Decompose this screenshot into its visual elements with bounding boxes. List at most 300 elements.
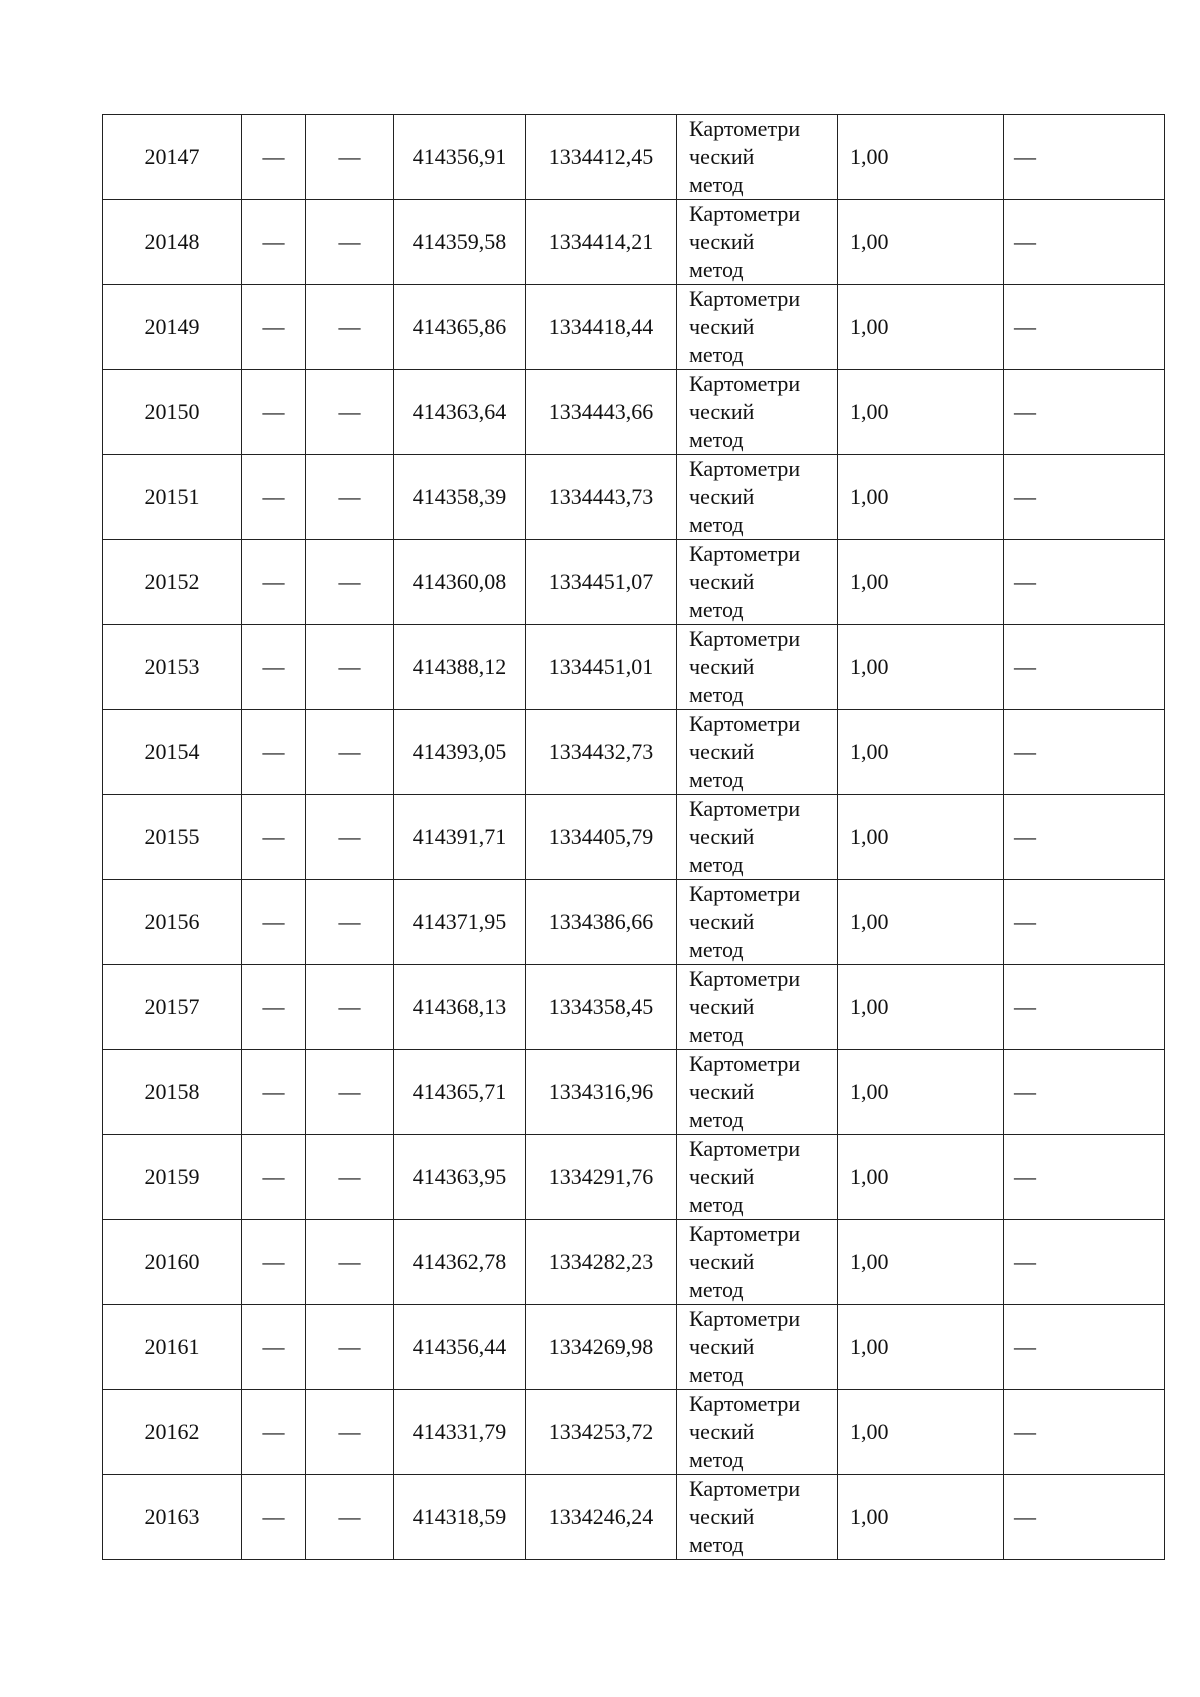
y-coordinate-cell bbox=[526, 1475, 677, 1560]
method-text-line: ческий bbox=[689, 314, 755, 339]
x-coordinate-text: 414356,91 bbox=[412, 144, 507, 169]
point-number-cell bbox=[103, 1390, 242, 1475]
method-text-line: метод bbox=[689, 1107, 744, 1132]
method-text-line: ческий bbox=[689, 1079, 755, 1104]
empty-dash-cell bbox=[242, 200, 306, 285]
empty-dash-text: — bbox=[262, 1334, 285, 1359]
y-coordinate-text: 1334269,98 bbox=[548, 1334, 654, 1359]
y-coordinate-cell bbox=[526, 285, 677, 370]
method-cell bbox=[677, 880, 838, 965]
table-row bbox=[103, 710, 1165, 795]
point-number-text: 20153 bbox=[144, 654, 200, 679]
accuracy-cell bbox=[838, 370, 1004, 455]
method-text-line: Картометри bbox=[689, 881, 801, 906]
accuracy-text: 1,00 bbox=[850, 994, 889, 1019]
method-text-line: Картометри bbox=[689, 116, 801, 141]
description-text: — bbox=[1014, 994, 1036, 1019]
point-number-text: 20162 bbox=[144, 1419, 200, 1444]
point-number-cell bbox=[103, 1305, 242, 1390]
description-text: — bbox=[1014, 484, 1036, 509]
method-cell bbox=[677, 710, 838, 795]
empty-dash-cell bbox=[242, 710, 306, 795]
y-coordinate-text: 1334418,44 bbox=[548, 314, 654, 339]
point-number-text: 20159 bbox=[144, 1164, 200, 1189]
empty-dash-text: — bbox=[338, 654, 361, 679]
y-coordinate-text: 1334412,45 bbox=[548, 144, 654, 169]
empty-dash-cell bbox=[306, 1135, 394, 1220]
method-cell bbox=[677, 625, 838, 710]
description-text: — bbox=[1014, 1419, 1036, 1444]
x-coordinate-text: 414365,71 bbox=[412, 1079, 507, 1104]
method-cell bbox=[677, 1390, 838, 1475]
accuracy-text: 1,00 bbox=[850, 399, 889, 424]
x-coordinate-cell bbox=[394, 625, 526, 710]
x-coordinate-text: 414363,95 bbox=[412, 1164, 507, 1189]
description-text: — bbox=[1014, 1504, 1036, 1529]
y-coordinate-cell bbox=[526, 1220, 677, 1305]
x-coordinate-text: 414360,08 bbox=[412, 569, 507, 594]
accuracy-text: 1,00 bbox=[850, 314, 889, 339]
method-text-line: Картометри bbox=[689, 966, 801, 991]
empty-dash-cell bbox=[306, 455, 394, 540]
y-coordinate-cell bbox=[526, 115, 677, 200]
point-number-text: 20148 bbox=[144, 229, 200, 254]
table-row bbox=[103, 1135, 1165, 1220]
empty-dash-text: — bbox=[262, 994, 285, 1019]
table-row bbox=[103, 370, 1165, 455]
point-number-cell bbox=[103, 710, 242, 795]
y-coordinate-text: 1334316,96 bbox=[548, 1079, 654, 1104]
empty-dash-cell bbox=[242, 285, 306, 370]
accuracy-text: 1,00 bbox=[850, 484, 889, 509]
accuracy-cell bbox=[838, 1475, 1004, 1560]
method-text-line: Картометри bbox=[689, 711, 801, 736]
empty-dash-text: — bbox=[262, 824, 285, 849]
x-coordinate-cell bbox=[394, 1220, 526, 1305]
empty-dash-text: — bbox=[262, 739, 285, 764]
x-coordinate-cell bbox=[394, 370, 526, 455]
y-coordinate-cell bbox=[526, 200, 677, 285]
table-row bbox=[103, 115, 1165, 200]
accuracy-text: 1,00 bbox=[850, 229, 889, 254]
method-text-line: метод bbox=[689, 767, 744, 792]
x-coordinate-cell bbox=[394, 1475, 526, 1560]
method-text-line: Картометри bbox=[689, 1391, 801, 1416]
method-text-line: Картометри bbox=[689, 541, 801, 566]
x-coordinate-text: 414368,13 bbox=[412, 994, 507, 1019]
empty-dash-cell bbox=[306, 285, 394, 370]
description-text: — bbox=[1014, 1164, 1036, 1189]
method-text-line: метод bbox=[689, 852, 744, 877]
y-coordinate-text: 1334246,24 bbox=[548, 1504, 654, 1529]
empty-dash-cell bbox=[306, 115, 394, 200]
y-coordinate-cell bbox=[526, 1390, 677, 1475]
accuracy-text: 1,00 bbox=[850, 909, 889, 934]
empty-dash-text: — bbox=[338, 824, 361, 849]
empty-dash-text: — bbox=[338, 739, 361, 764]
point-number-text: 20163 bbox=[144, 1504, 200, 1529]
description-text: — bbox=[1014, 1079, 1036, 1104]
point-number-cell bbox=[103, 1050, 242, 1135]
accuracy-cell bbox=[838, 965, 1004, 1050]
accuracy-text: 1,00 bbox=[850, 654, 889, 679]
description-cell bbox=[1004, 455, 1165, 540]
x-coordinate-text: 414363,64 bbox=[412, 399, 507, 424]
method-text-line: метод bbox=[689, 172, 744, 197]
empty-dash-cell bbox=[306, 880, 394, 965]
accuracy-text: 1,00 bbox=[850, 824, 889, 849]
method-cell bbox=[677, 795, 838, 880]
table-row bbox=[103, 1050, 1165, 1135]
table-row bbox=[103, 625, 1165, 710]
method-text-line: ческий bbox=[689, 1504, 755, 1529]
method-cell bbox=[677, 455, 838, 540]
empty-dash-text: — bbox=[338, 1249, 361, 1274]
empty-dash-cell bbox=[242, 1050, 306, 1135]
empty-dash-text: — bbox=[338, 229, 361, 254]
table-row bbox=[103, 1475, 1165, 1560]
description-cell bbox=[1004, 285, 1165, 370]
method-text-line: ческий bbox=[689, 399, 755, 424]
method-text-line: ческий bbox=[689, 1334, 755, 1359]
empty-dash-text: — bbox=[262, 1079, 285, 1104]
y-coordinate-text: 1334282,23 bbox=[548, 1249, 654, 1274]
method-cell bbox=[677, 1305, 838, 1390]
description-text: — bbox=[1014, 739, 1036, 764]
y-coordinate-text: 1334451,01 bbox=[548, 654, 654, 679]
method-text-line: ческий bbox=[689, 229, 755, 254]
point-number-cell bbox=[103, 625, 242, 710]
empty-dash-text: — bbox=[262, 1419, 285, 1444]
method-text-line: ческий bbox=[689, 1249, 755, 1274]
accuracy-text: 1,00 bbox=[850, 144, 889, 169]
method-text-line: Картометри bbox=[689, 796, 801, 821]
table-row bbox=[103, 200, 1165, 285]
accuracy-cell bbox=[838, 1220, 1004, 1305]
description-cell bbox=[1004, 625, 1165, 710]
table-row bbox=[103, 455, 1165, 540]
description-cell bbox=[1004, 1475, 1165, 1560]
y-coordinate-text: 1334451,07 bbox=[548, 569, 654, 594]
accuracy-text: 1,00 bbox=[850, 569, 889, 594]
y-coordinate-text: 1334386,66 bbox=[548, 909, 654, 934]
empty-dash-text: — bbox=[338, 1334, 361, 1359]
y-coordinate-cell bbox=[526, 795, 677, 880]
empty-dash-cell bbox=[242, 625, 306, 710]
y-coordinate-cell bbox=[526, 370, 677, 455]
empty-dash-text: — bbox=[338, 569, 361, 594]
empty-dash-cell bbox=[242, 115, 306, 200]
method-cell bbox=[677, 540, 838, 625]
empty-dash-text: — bbox=[262, 399, 285, 424]
method-cell bbox=[677, 285, 838, 370]
accuracy-text: 1,00 bbox=[850, 1419, 889, 1444]
description-text: — bbox=[1014, 654, 1036, 679]
empty-dash-cell bbox=[306, 1050, 394, 1135]
table-row bbox=[103, 540, 1165, 625]
empty-dash-cell bbox=[242, 965, 306, 1050]
method-text-line: метод bbox=[689, 1022, 744, 1047]
method-cell bbox=[677, 965, 838, 1050]
point-number-text: 20152 bbox=[144, 569, 200, 594]
empty-dash-text: — bbox=[262, 1249, 285, 1274]
x-coordinate-cell bbox=[394, 1135, 526, 1220]
point-number-cell bbox=[103, 1135, 242, 1220]
method-text-line: метод bbox=[689, 1277, 744, 1302]
empty-dash-cell bbox=[306, 1305, 394, 1390]
description-cell bbox=[1004, 540, 1165, 625]
description-cell bbox=[1004, 200, 1165, 285]
point-number-cell bbox=[103, 285, 242, 370]
x-coordinate-cell bbox=[394, 1305, 526, 1390]
empty-dash-text: — bbox=[262, 909, 285, 934]
empty-dash-cell bbox=[306, 200, 394, 285]
method-text-line: Картометри bbox=[689, 1306, 801, 1331]
method-text-line: метод bbox=[689, 1192, 744, 1217]
y-coordinate-text: 1334291,76 bbox=[548, 1164, 654, 1189]
description-cell bbox=[1004, 795, 1165, 880]
method-text-line: ческий bbox=[689, 824, 755, 849]
empty-dash-cell bbox=[306, 1390, 394, 1475]
x-coordinate-text: 414359,58 bbox=[412, 229, 507, 254]
empty-dash-cell bbox=[242, 1390, 306, 1475]
empty-dash-text: — bbox=[338, 1504, 361, 1529]
point-number-cell bbox=[103, 965, 242, 1050]
x-coordinate-text: 414358,39 bbox=[412, 484, 507, 509]
accuracy-cell bbox=[838, 795, 1004, 880]
method-text-line: Картометри bbox=[689, 1136, 801, 1161]
method-text-line: метод bbox=[689, 257, 744, 282]
x-coordinate-cell bbox=[394, 455, 526, 540]
description-cell bbox=[1004, 1050, 1165, 1135]
empty-dash-cell bbox=[306, 710, 394, 795]
method-text-line: метод bbox=[689, 682, 744, 707]
empty-dash-cell bbox=[306, 1220, 394, 1305]
y-coordinate-text: 1334358,45 bbox=[548, 994, 654, 1019]
point-number-text: 20155 bbox=[144, 824, 200, 849]
empty-dash-text: — bbox=[262, 1504, 285, 1529]
accuracy-cell bbox=[838, 1050, 1004, 1135]
empty-dash-cell bbox=[242, 455, 306, 540]
point-number-text: 20147 bbox=[144, 144, 200, 169]
x-coordinate-text: 414391,71 bbox=[412, 824, 507, 849]
x-coordinate-text: 414393,05 bbox=[412, 739, 507, 764]
method-text-line: Картометри bbox=[689, 371, 801, 396]
method-text-line: Картометри bbox=[689, 1051, 801, 1076]
table-body bbox=[103, 115, 1165, 1560]
empty-dash-text: — bbox=[338, 314, 361, 339]
method-cell bbox=[677, 200, 838, 285]
empty-dash-cell bbox=[306, 795, 394, 880]
x-coordinate-text: 414371,95 bbox=[412, 909, 507, 934]
empty-dash-text: — bbox=[262, 144, 285, 169]
point-number-cell bbox=[103, 795, 242, 880]
empty-dash-text: — bbox=[338, 1079, 361, 1104]
x-coordinate-text: 414318,59 bbox=[412, 1504, 507, 1529]
method-text-line: метод bbox=[689, 512, 744, 537]
method-cell bbox=[677, 370, 838, 455]
method-text-line: ческий bbox=[689, 654, 755, 679]
y-coordinate-cell bbox=[526, 880, 677, 965]
description-cell bbox=[1004, 710, 1165, 795]
accuracy-cell bbox=[838, 710, 1004, 795]
x-coordinate-cell bbox=[394, 285, 526, 370]
y-coordinate-cell bbox=[526, 455, 677, 540]
x-coordinate-cell bbox=[394, 965, 526, 1050]
point-number-text: 20156 bbox=[144, 909, 200, 934]
point-number-cell bbox=[103, 200, 242, 285]
x-coordinate-cell bbox=[394, 795, 526, 880]
empty-dash-text: — bbox=[338, 399, 361, 424]
empty-dash-cell bbox=[306, 370, 394, 455]
method-text-line: ческий bbox=[689, 909, 755, 934]
method-cell bbox=[677, 1475, 838, 1560]
empty-dash-cell bbox=[242, 1475, 306, 1560]
accuracy-cell bbox=[838, 1305, 1004, 1390]
method-text-line: ческий bbox=[689, 144, 755, 169]
y-coordinate-cell bbox=[526, 1135, 677, 1220]
x-coordinate-text: 414331,79 bbox=[412, 1419, 507, 1444]
method-text-line: Картометри bbox=[689, 1221, 801, 1246]
empty-dash-cell bbox=[242, 370, 306, 455]
empty-dash-text: — bbox=[262, 484, 285, 509]
accuracy-text: 1,00 bbox=[850, 739, 889, 764]
description-cell bbox=[1004, 1220, 1165, 1305]
method-text-line: метод bbox=[689, 1362, 744, 1387]
point-number-cell bbox=[103, 455, 242, 540]
description-cell bbox=[1004, 370, 1165, 455]
empty-dash-text: — bbox=[338, 484, 361, 509]
empty-dash-text: — bbox=[262, 569, 285, 594]
point-number-cell bbox=[103, 540, 242, 625]
method-text-line: метод bbox=[689, 1447, 744, 1472]
description-text: — bbox=[1014, 1334, 1036, 1359]
empty-dash-text: — bbox=[262, 229, 285, 254]
description-text: — bbox=[1014, 144, 1036, 169]
empty-dash-cell bbox=[242, 540, 306, 625]
method-cell bbox=[677, 115, 838, 200]
empty-dash-cell bbox=[306, 1475, 394, 1560]
y-coordinate-cell bbox=[526, 710, 677, 795]
table-row bbox=[103, 1220, 1165, 1305]
description-cell bbox=[1004, 115, 1165, 200]
x-coordinate-cell bbox=[394, 880, 526, 965]
y-coordinate-cell bbox=[526, 1050, 677, 1135]
y-coordinate-text: 1334443,66 bbox=[548, 399, 654, 424]
description-text: — bbox=[1014, 909, 1036, 934]
point-number-text: 20157 bbox=[144, 994, 200, 1019]
table-row bbox=[103, 1305, 1165, 1390]
table-row bbox=[103, 1390, 1165, 1475]
method-text-line: Картометри bbox=[689, 286, 801, 311]
x-coordinate-text: 414356,44 bbox=[412, 1334, 507, 1359]
point-number-text: 20150 bbox=[144, 399, 200, 424]
method-text-line: Картометри bbox=[689, 1476, 801, 1501]
method-text-line: ческий bbox=[689, 1419, 755, 1444]
x-coordinate-text: 414365,86 bbox=[412, 314, 507, 339]
empty-dash-text: — bbox=[338, 1164, 361, 1189]
method-text-line: ческий bbox=[689, 1164, 755, 1189]
point-number-cell bbox=[103, 1475, 242, 1560]
accuracy-cell bbox=[838, 625, 1004, 710]
method-text-line: ческий bbox=[689, 484, 755, 509]
y-coordinate-text: 1334443,73 bbox=[548, 484, 654, 509]
empty-dash-text: — bbox=[338, 909, 361, 934]
empty-dash-text: — bbox=[338, 144, 361, 169]
accuracy-text: 1,00 bbox=[850, 1504, 889, 1529]
accuracy-text: 1,00 bbox=[850, 1079, 889, 1104]
empty-dash-cell bbox=[306, 965, 394, 1050]
point-number-text: 20160 bbox=[144, 1249, 200, 1274]
empty-dash-cell bbox=[242, 1220, 306, 1305]
y-coordinate-cell bbox=[526, 1305, 677, 1390]
empty-dash-text: — bbox=[262, 1164, 285, 1189]
empty-dash-cell bbox=[306, 625, 394, 710]
method-text-line: метод bbox=[689, 937, 744, 962]
empty-dash-cell bbox=[242, 1135, 306, 1220]
description-text: — bbox=[1014, 399, 1036, 424]
method-text-line: Картометри bbox=[689, 201, 801, 226]
accuracy-cell bbox=[838, 540, 1004, 625]
table-row bbox=[103, 965, 1165, 1050]
method-text-line: метод bbox=[689, 427, 744, 452]
y-coordinate-cell bbox=[526, 965, 677, 1050]
accuracy-text: 1,00 bbox=[850, 1334, 889, 1359]
method-cell bbox=[677, 1135, 838, 1220]
description-cell bbox=[1004, 965, 1165, 1050]
accuracy-cell bbox=[838, 455, 1004, 540]
method-cell bbox=[677, 1050, 838, 1135]
accuracy-cell bbox=[838, 1390, 1004, 1475]
table-row bbox=[103, 285, 1165, 370]
empty-dash-text: — bbox=[338, 1419, 361, 1444]
point-number-text: 20161 bbox=[144, 1334, 200, 1359]
method-text-line: ческий bbox=[689, 994, 755, 1019]
point-number-text: 20154 bbox=[144, 739, 200, 764]
x-coordinate-text: 414388,12 bbox=[412, 654, 507, 679]
method-text-line: ческий bbox=[689, 739, 755, 764]
description-text: — bbox=[1014, 314, 1036, 339]
y-coordinate-cell bbox=[526, 540, 677, 625]
y-coordinate-text: 1334405,79 bbox=[548, 824, 654, 849]
description-cell bbox=[1004, 1305, 1165, 1390]
y-coordinate-text: 1334432,73 bbox=[548, 739, 654, 764]
point-number-cell bbox=[103, 880, 242, 965]
method-text-line: ческий bbox=[689, 569, 755, 594]
y-coordinate-text: 1334253,72 bbox=[548, 1419, 654, 1444]
description-text: — bbox=[1014, 229, 1036, 254]
method-text-line: Картометри bbox=[689, 626, 801, 651]
accuracy-cell bbox=[838, 285, 1004, 370]
table-row bbox=[103, 880, 1165, 965]
method-cell bbox=[677, 1220, 838, 1305]
y-coordinate-cell bbox=[526, 625, 677, 710]
empty-dash-text: — bbox=[262, 314, 285, 339]
point-number-text: 20151 bbox=[144, 484, 200, 509]
x-coordinate-cell bbox=[394, 710, 526, 795]
x-coordinate-cell bbox=[394, 1390, 526, 1475]
description-cell bbox=[1004, 1390, 1165, 1475]
x-coordinate-cell bbox=[394, 115, 526, 200]
accuracy-text: 1,00 bbox=[850, 1164, 889, 1189]
point-number-cell bbox=[103, 115, 242, 200]
empty-dash-cell bbox=[242, 880, 306, 965]
x-coordinate-cell bbox=[394, 540, 526, 625]
description-text: — bbox=[1014, 569, 1036, 594]
empty-dash-cell bbox=[242, 1305, 306, 1390]
method-text-line: метод bbox=[689, 342, 744, 367]
description-cell bbox=[1004, 880, 1165, 965]
